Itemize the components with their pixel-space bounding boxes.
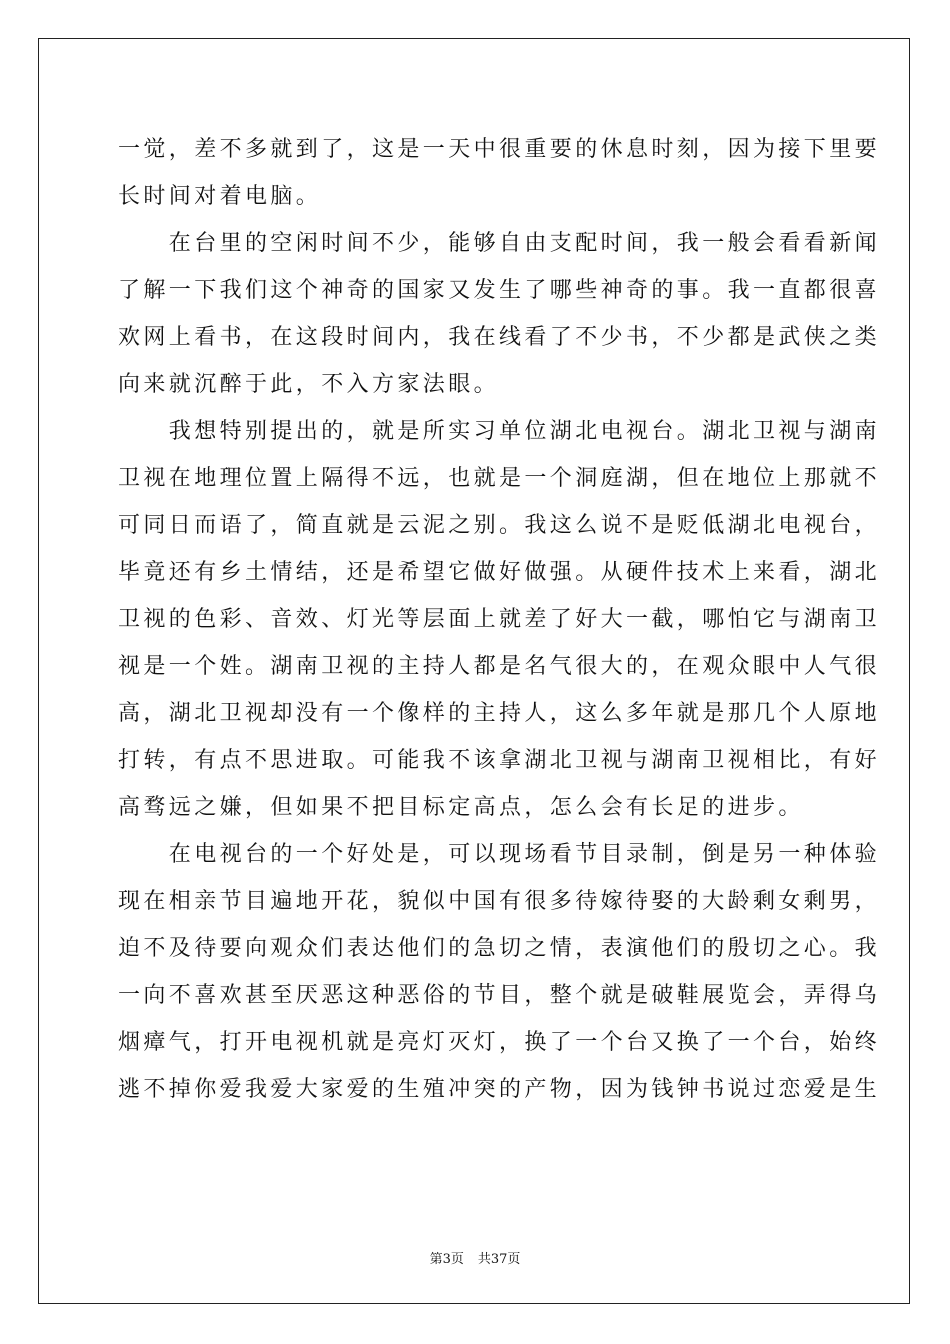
text-line: 我想特别提出的，就是所实习单位湖北电视台。湖北卫视与湖南 [118,419,881,444]
text-line: 现在相亲节目遍地开花，貌似中国有很多待嫁待娶的大龄剩女剩男， [118,889,881,914]
text-line: 烟瘴气，打开电视机就是亮灯灭灯，换了一个台又换了一个台，始终 [118,1030,881,1055]
current-page-label: 第3页 [429,1252,464,1267]
text-line: 在电视台的一个好处是，可以现场看节目录制，倒是另一种体验 [118,842,881,867]
text-line: 欢网上看书，在这段时间内，我在线看了不少书，不少都是武侠之类 [118,325,881,350]
text-line: 视是一个姓。湖南卫视的主持人都是名气很大的，在观众眼中人气很 [118,654,881,679]
document-body [118,126,881,1113]
text-line: 长时间对着电脑。 [118,184,322,209]
page-footer [0,1248,950,1267]
text-line: 卫视的色彩、音效、灯光等层面上就差了好大一截，哪怕它与湖南卫 [118,607,881,632]
text-line: 在台里的空闲时间不少，能够自由支配时间，我一般会看看新闻 [118,231,881,256]
text-line: 可同日而语了，简直就是云泥之别。我这么说不是贬低湖北电视台， [118,513,881,538]
text-line: 了解一下我们这个神奇的国家又发生了哪些神奇的事。我一直都很喜 [118,278,881,303]
text-line: 一向不喜欢甚至厌恶这种恶俗的节目，整个就是破鞋展览会，弄得乌 [118,983,881,1008]
text-line: 逃不掉你爱我爱大家爱的生殖冲突的产物，因为钱钟书说过恋爱是生 [118,1077,881,1102]
text-line: 向来就沉醉于此，不入方家法眼。 [118,372,500,397]
text-line: 卫视在地理位置上隔得不远，也就是一个洞庭湖，但在地位上那就不 [118,466,881,491]
total-pages-label: 共37页 [477,1252,521,1267]
text-line: 高骛远之嫌，但如果不把目标定高点，怎么会有长足的进步。 [118,795,804,820]
text-line: 毕竟还有乡土情结，还是希望它做好做强。从硬件技术上来看，湖北 [118,560,881,585]
text-line: 打转，有点不思进取。可能我不该拿湖北卫视与湖南卫视相比，有好 [118,748,881,773]
text-line: 高，湖北卫视却没有一个像样的主持人，这么多年就是那几个人原地 [118,701,881,726]
text-line: 迫不及待要向观众们表达他们的急切之情，表演他们的殷切之心。我 [118,936,881,961]
text-line: 一觉，差不多就到了，这是一天中很重要的休息时刻，因为接下里要 [118,137,881,162]
